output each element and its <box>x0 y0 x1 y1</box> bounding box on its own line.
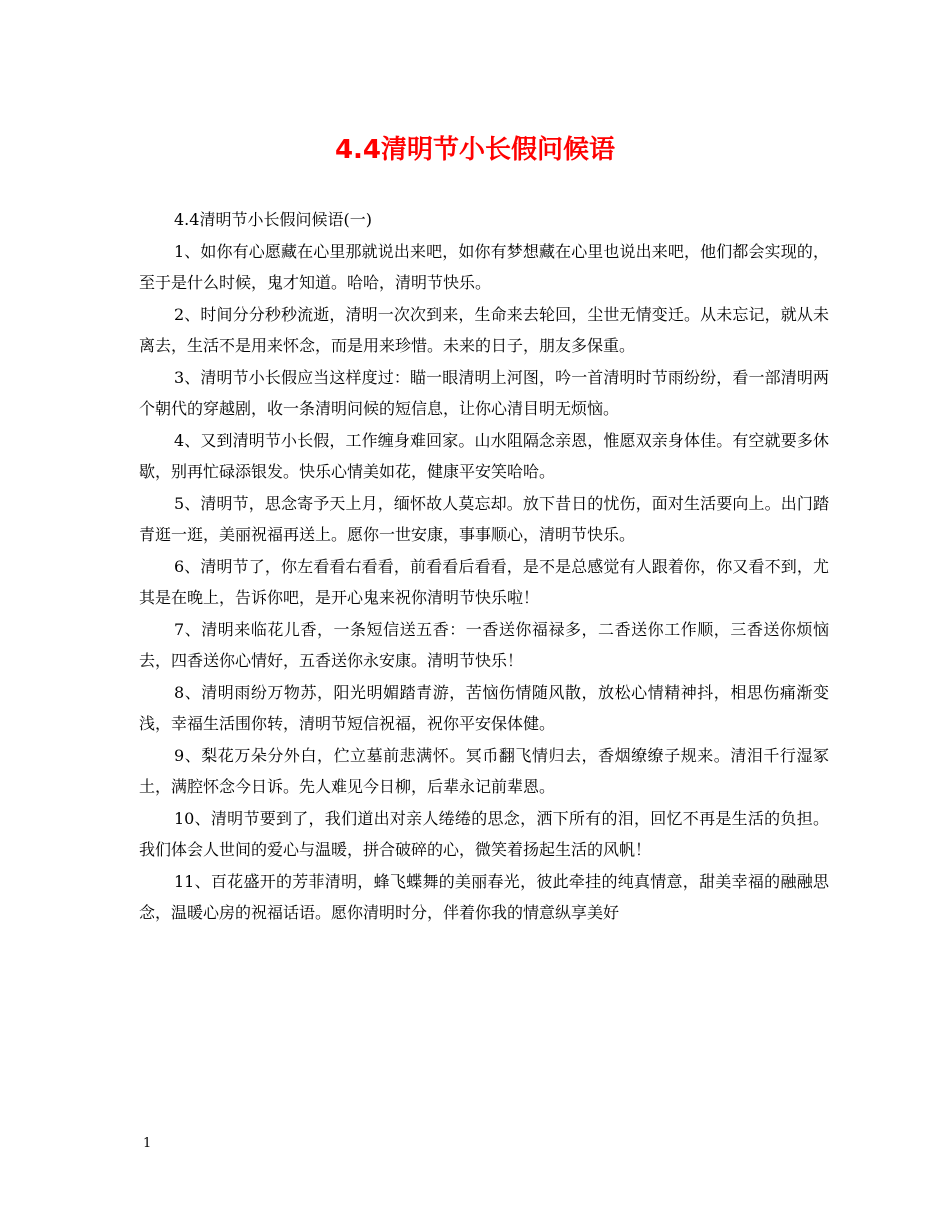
page-title: 4.4清明节小长假问候语 <box>334 135 616 165</box>
paragraph: 11、百花盛开的芳菲清明，蜂飞蝶舞的美丽春光，彼此牵挂的纯真情意，甜美幸福的融融思念，温暖心房的祝福话语。愿你清明时分，伴着你我的情意纵享美好 <box>139 871 829 922</box>
paragraph: 1、如你有心愿藏在心里那就说出来吧，如你有梦想藏在心里也说出来吧，他们都会实现的，至于是什么时候，鬼才知道。哈哈，清明节快乐。 <box>139 241 829 292</box>
paragraph: 5、清明节，思念寄予天上月，缅怀故人莫忘却。放下昔日的忧伤，面对生活要向上。出门踏青逛一逛，美丽祝福再送上。愿你一世安康，事事顺心，清明节快乐。 <box>139 493 829 544</box>
document-body <box>139 204 829 929</box>
paragraph: 2、时间分分秒秒流逝，清明一次次到来，生命来去轮回，尘世无情变迁。从未忘记，就从未离去，生活不是用来怀念，而是用来珍惜。未来的日子，朋友多保重。 <box>139 304 829 355</box>
paragraph: 10、清明节要到了，我们道出对亲人绻绻的思念，洒下所有的泪，回忆不再是生活的负担。我们体会人世间的爱心与温暖，拼合破碎的心，微笑着扬起生活的风帆！ <box>139 808 829 859</box>
paragraph-heading: 4.4清明节小长假问候语(一) <box>174 210 372 229</box>
paragraph: 6、清明节了，你左看看右看看，前看看后看看，是不是总感觉有人跟着你，你又看不到，尤其是在晚上，告诉你吧，是开心鬼来祝你清明节快乐啦！ <box>139 556 829 607</box>
paragraph: 7、清明来临花儿香，一条短信送五香：一香送你福禄多，二香送你工作顺，三香送你烦恼去，四香送你心情好，五香送你永安康。清明节快乐！ <box>139 619 829 670</box>
paragraph: 9、梨花万朵分外白，伫立墓前悲满怀。冥币翻飞情归去，香烟缭缭子规来。清泪千行湿冢土，满腔怀念今日诉。先人难见今日柳，后辈永记前辈恩。 <box>139 745 829 796</box>
paragraph: 3、清明节小长假应当这样度过：瞄一眼清明上河图，吟一首清明时节雨纷纷，看一部清明两个朝代的穿越剧，收一条清明问候的短信息，让你心清目明无烦恼。 <box>139 367 829 418</box>
page-number: 1 <box>143 1136 152 1151</box>
paragraph: 4、又到清明节小长假，工作缠身难回家。山水阻隔念亲恩，惟愿双亲身体佳。有空就要多休歇，别再忙碌添银发。快乐心情美如花，健康平安笑哈哈。 <box>139 430 829 481</box>
paragraph: 8、清明雨纷万物苏，阳光明媚踏青游，苦恼伤情随风散，放松心情精神抖，相思伤痛渐变浅，幸福生活围你转，清明节短信祝福，祝你平安保体健。 <box>139 682 829 733</box>
